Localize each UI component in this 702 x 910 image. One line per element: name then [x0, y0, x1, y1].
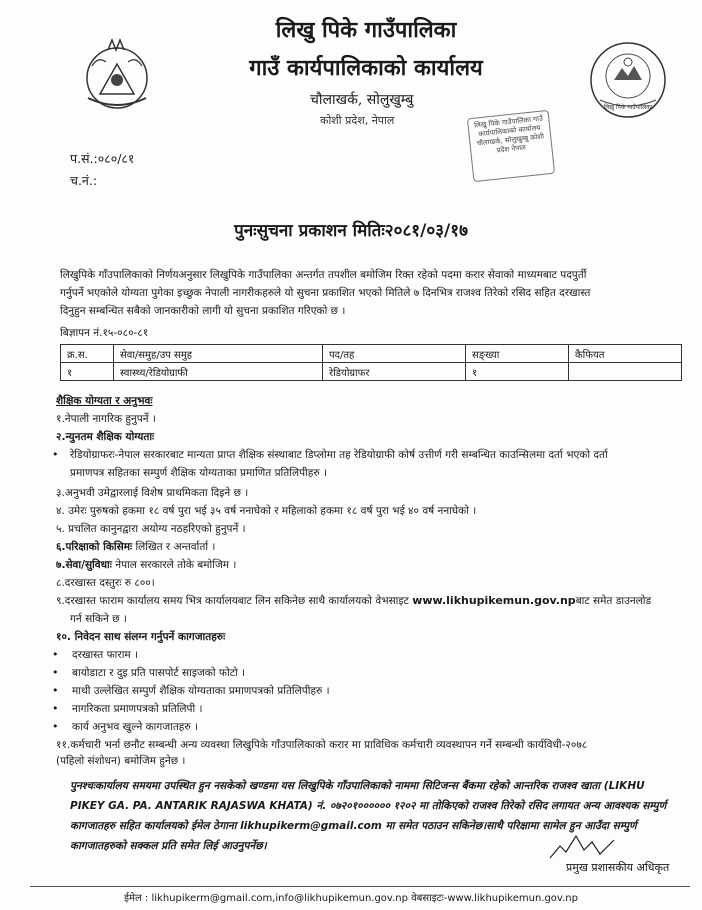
- table-header: पद/तह: [323, 345, 466, 363]
- intro-paragraph: [60, 266, 662, 320]
- seal-text: लिखु पिके गाउँपालिका: [603, 104, 653, 111]
- qualification-item-1: १.नेपाली नागरिक हुनुपर्ने ।: [56, 413, 156, 425]
- benefits-label: ७.सेवा/सुविधाः: [56, 559, 112, 571]
- qualification-item-8: ८.दरखास्त दस्तुरः रु ८००।: [56, 577, 155, 589]
- intro-line: गर्नुपर्ने भएकोले योग्यता पुगेका इच्छुक नेपाली नागरीकहरुले यो सुचना प्रकाशित भएको मितिले ७ दिनभित्र राजश्व तिरेको रसिद सहित दरखास्त: [60, 287, 591, 299]
- footer-line: पुनश्चःकार्यालय समयमा उपस्थित हुन नसकेको खण्डमा यस लिखुपिके गाँउपालिकाको नाममा सिटिजन्स बैंकमा रहेको आन्तरिक राजश्व खाता (LIKHU: [70, 780, 645, 792]
- benefits-value: नेपाल सरकारले तोके बमोजिम ।: [111, 559, 237, 571]
- qualification-item-2: २.न्युनतम शैक्षिक योग्यताः: [56, 431, 155, 443]
- bullet-icon: •: [52, 648, 59, 661]
- exam-type-label: ६.परिक्षाको किसिमः: [56, 541, 133, 553]
- bullet-icon: •: [52, 684, 59, 697]
- bullet-icon: •: [52, 702, 59, 715]
- org-name-line2: गाउँ कार्यपालिकाको कार्यालय: [249, 55, 483, 81]
- nepal-emblem-icon: [78, 36, 156, 114]
- signatory-title: प्रमुख प्रशासकीय अधिकृत: [566, 861, 670, 874]
- intro-line: दिनुहुन सम्बन्धित सबैको जानकारीको लागी यो सुचना प्रकाशित गरिएको छ ।: [60, 305, 346, 317]
- org-name-line1: लिखु पिके गाउँपालिका: [275, 17, 457, 43]
- qualification-item-5: ५. प्रचलित कानुनद्वारा अयोग्य नठहरिएको हुनुपर्ने ।: [56, 523, 246, 535]
- document-item: कार्य अनुभव खुल्ने कागजातहरु ।: [72, 721, 198, 733]
- bullet-icon: •: [52, 666, 59, 679]
- documents-heading: १०. निवेदन साथ संलग्न गर्नुपर्ने कागजातहरुः: [56, 631, 226, 643]
- reference-number: प.सं.:०८०/८१: [70, 151, 135, 166]
- qualification-item-4: ४. उमेरः पुरुषको हकमा १८ वर्ष पुरा भई ३५ वर्ष ननाघेको र महिलाको हकमा १८ वर्ष पुरा भई ४० वर्ष ननाघेको ।: [56, 505, 477, 517]
- address-line1: चौलाखर्क, सोलुखुम्बु: [310, 92, 414, 108]
- qualification-detail-line1: रेडियोग्राफरः-नेपाल सरकारबाट मान्यता प्राप्त शैक्षिक संस्थाबाट डिप्लोमा तह रेडियोग्राफी कोर्ष उत्तीर्ण गरी सम्बन्धित काउन्सिलमा दर्ता भएको दर्ता: [70, 449, 608, 461]
- qualification-item-9: [56, 594, 651, 608]
- qualification-detail-line2: प्रमाणपत्र सहितका सम्पुर्ण शैक्षिक योग्यताका प्रमाणित प्रतिलिपीहरु ।: [70, 467, 327, 479]
- table-header-row: [61, 345, 682, 363]
- qualification-item-3: ३.अनुभवी उमेद्वारलाई विशेष प्राथमिकता दिइने छ ।: [56, 487, 249, 499]
- document-item: माथी उल्लेखित सम्पुर्ण शैक्षिक योग्यताका प्रमाणपत्रको प्रतिलिपीहरु ।: [72, 685, 330, 697]
- document-item: दरखास्त फाराम ।: [72, 649, 139, 661]
- table-header: सङ्ख्या: [466, 345, 569, 363]
- contact-row: [0, 890, 702, 904]
- table-header: कैफियत: [569, 345, 682, 363]
- dispatch-number: च.नं.:: [70, 173, 98, 188]
- exam-type-value: लिखित र अन्तर्वार्ता ।: [132, 541, 216, 553]
- footer-line: कागजातहरुको सक्कल प्रति समेत लिई आउनुपर्नेछ।: [70, 840, 267, 852]
- website-link[interactable]: www.likhupikemun.gov.np: [412, 594, 576, 607]
- email-links[interactable]: likhupikerm@gmail.com,info@likhupikemun.gov.np: [151, 893, 408, 904]
- table-cell: [569, 363, 682, 381]
- qualification-heading: शैक्षिक योग्यता र अनुभवः: [56, 395, 153, 407]
- qualification-item-11: ११.कर्मचारी भर्ना छनौट सम्बन्धी अन्य व्यवस्था लिखुपिके गाँउपालिकाको करार मा प्राविधिक कर्मचारी व्यवस्थापन गर्ने सम्बन्धी कार्यविधी-२०७८: [56, 739, 588, 751]
- intro-line: लिखुपिके गाँउपालिकाको निर्णयअनुसार लिखुपिके गाउँपालिका अन्तर्गत तपशील बमोजिम रिक्त रहेको पदमा करार सेवाको माध्यमबाट पदपुर्ती: [60, 269, 587, 281]
- vacancy-table: [60, 344, 682, 381]
- address-line2: कोशी प्रदेश, नेपाल: [320, 114, 395, 127]
- table-cell: रेडियोग्राफर: [323, 363, 466, 381]
- qualification-item-7: [56, 558, 236, 572]
- qualification-item-11-line2: (पहिलो संशोधन) बमोजिम हुनेछ ।: [56, 755, 186, 767]
- table-header: क्र.स.: [61, 345, 114, 363]
- notice-title: पुनःसुचना प्रकाशन मितिः२०८१/०३/१७: [234, 221, 468, 241]
- email-label: ईमेल :: [124, 893, 152, 904]
- website-label: वेबसाइटः-: [407, 893, 448, 904]
- notice-number: बिज्ञापन नं.१५-०८०-८१: [60, 327, 149, 339]
- signature-icon: [548, 832, 618, 862]
- qualification-item-9-line2: गर्न सकिने छ ।: [70, 613, 127, 625]
- office-stamp: लिखु पिके गाउँपालिका गाउँ कार्यपालिकाको कार्यालय चौलाखर्क, सोलुखुम्बु कोशी प्रदेश नेपाल: [467, 110, 555, 182]
- footer-divider: [30, 886, 690, 887]
- table-header: सेवा/समुह/उप समुह: [114, 345, 323, 363]
- footer-line: कागजातहरु सहित कार्यालयको ईमेल ठेगाना likhupikerm@gmail.com मा समेत पठाउन सकिनेछ।साथै परिक्षामा सामेल हुन आउँदा सम्पुर्ण: [70, 820, 637, 832]
- bullet-icon: •: [52, 448, 59, 461]
- form-info-text: ९.दरखास्त फाराम कार्यालय समय भित्र कार्यालयबाट लिन सकिनेछ साथै कार्यालयको वेभसाइट: [56, 595, 413, 607]
- document-item: नागरिकता प्रमाणपत्रको प्रतिलिपी ।: [72, 703, 203, 715]
- table-cell: स्वास्थ्य/रेडियोग्राफी: [114, 363, 323, 381]
- table-cell: १: [466, 363, 569, 381]
- municipality-seal-icon: [588, 40, 668, 120]
- qualification-item-6: [56, 540, 215, 554]
- table-cell: १: [61, 363, 114, 381]
- footer-line: PIKEY GA. PA. ANTARIK RAJASWA KHATA) नं. ०७२०१०००००० १२०२ मा तोकिएको राजश्व तिरेको रसिद लगायत अन्य आवश्यक सम्पुर्ण: [70, 800, 667, 812]
- bullet-icon: •: [52, 720, 59, 733]
- footer-website-link[interactable]: www.likhupikemun.gov.np: [447, 893, 578, 904]
- document-item: बायोडाटा र दुइ प्रति पासपोर्ट साइजको फोटो ।: [72, 667, 246, 679]
- table-row: [61, 363, 682, 381]
- form-info-text-end: बाट समेत डाउनलोड: [575, 595, 652, 607]
